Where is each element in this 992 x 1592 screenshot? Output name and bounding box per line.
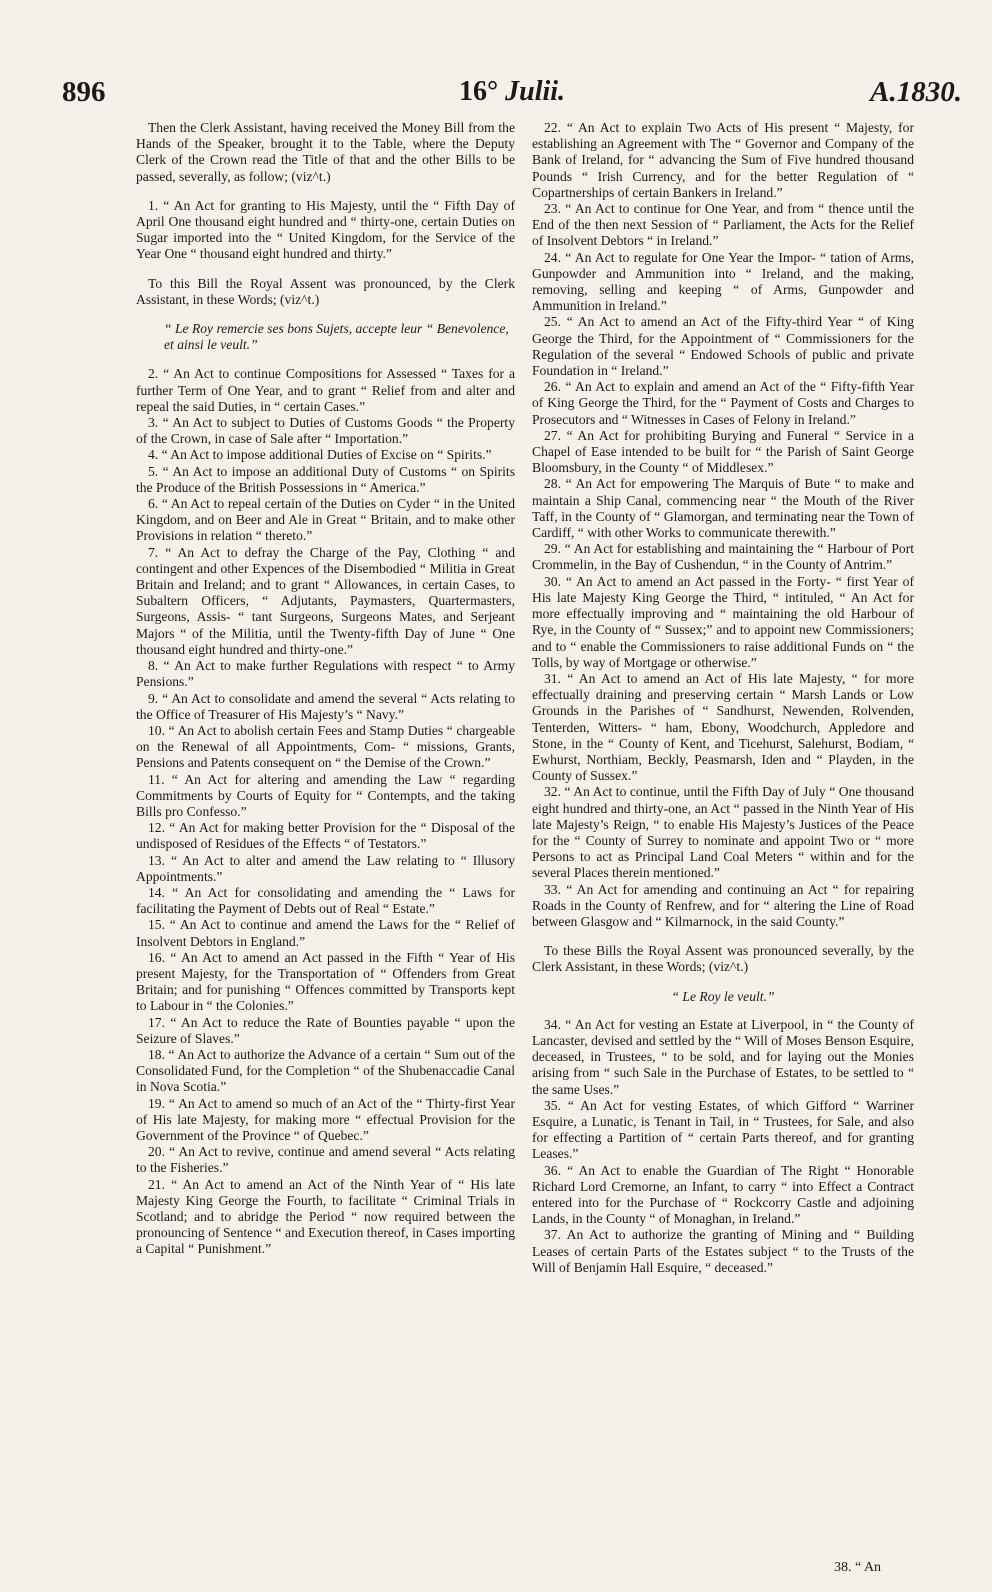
- page-number: 896: [62, 76, 106, 108]
- paragraph: 8. “ An Act to make further Regulations with respect “ to Army Pensions.”: [136, 658, 515, 690]
- paragraph: 24. “ An Act to regulate for One Year the Impor- “ tation of Arms, Gunpowder and Ammunition into “ Ireland, and the making, removing, selling and keeping “ of Arms, Gunpowder and Ammunition in Ireland.”: [532, 249, 914, 314]
- paragraph: 33. “ An Act for amending and continuing an Act “ for repairing Roads in the County of Renfrew, and for “ altering the Line of Road between Glasgow and “ Kilmarnock, in the said County.”: [532, 881, 914, 929]
- left-column: [136, 120, 515, 1258]
- paragraph: 11. “ An Act for altering and amending the Law “ regarding Commitments by Courts of Equity for “ Contempts, and the taking Bills pro Confesso.”: [136, 771, 515, 819]
- paragraph: 9. “ An Act to consolidate and amend the several “ Acts relating to the Office of Treasurer of His Majesty’s “ Navy.”: [136, 690, 515, 722]
- paragraph: 7. “ An Act to defray the Charge of the Pay, Clothing “ and contingent and other Expences of the Disembodied “ Militia in Great Britain and Ireland; and to grant “ Allowances, in certain Cases, to Subaltern Officers, “ Adjutants, Paymasters, Quartermasters, Surgeons, Assis- “ tant Surgeons, Surgeons Mates, and Serjeant Majors “ of the Militia, until the Twenty-fifth Day of June “ One thousand eight hundred and thirty-one.”: [136, 544, 515, 657]
- paragraph: 6. “ An Act to repeal certain of the Duties on Cyder “ in the United Kingdom, and on Beer and Ale in Great “ Britain, and to make other Provisions in relation “ thereto.”: [136, 496, 515, 544]
- paragraph: 3. “ An Act to subject to Duties of Customs Goods “ the Property of the Crown, in case of Sale after “ Importation.”: [136, 415, 515, 447]
- catchword: 38. “ An: [834, 1560, 882, 1575]
- paragraph: 2. “ An Act to continue Compositions for Assessed “ Taxes for a further Term of One Year, and to grant “ Relief from and alter and repeal the said Duties, in “ certain Cases.”: [136, 366, 515, 414]
- paragraph: “ Le Roy le veult.”: [671, 988, 775, 1004]
- paragraph: 19. “ An Act to amend so much of an Act of the “ Thirty-first Year of His late Majesty, for making more “ effectual Provision for the Government of the Province “ of Quebec.”: [136, 1095, 515, 1143]
- paragraph: 28. “ An Act for empowering The Marquis of Bute “ to make and maintain a Ship Canal, commencing near “ the Mouth of the River Taff, in the County of “ Glamorgan, and terminating near the Town of Cardiff, “ with other Works to communicate therewith.”: [532, 476, 914, 541]
- paragraph: To these Bills the Royal Assent was pronounced severally, by the Clerk Assistant, in these Words; (viz^t.): [532, 943, 914, 975]
- paragraph: 18. “ An Act to authorize the Advance of a certain “ Sum out of the Consolidated Fund, for the Completion “ of the Shubenaccadie Canal in Nova Scotia.”: [136, 1046, 515, 1095]
- paragraph: 32. “ An Act to continue, until the Fifth Day of July “ One thousand eight hundred and thirty-one, an Act “ passed in the Ninth Year of His late Majesty’s Reign, “ to enable His Majesty’s Justices of the Peace for the “ County of Surrey to nominate and appoint Two or “ more Persons to act as Principal Land Coal Meters “ within and for the several Places therein mentioned.”: [532, 784, 914, 881]
- paragraph: 5. “ An Act to impose an additional Duty of Customs “ on Spirits the Produce of the British Possessions in “ America.”: [136, 463, 515, 495]
- paragraph: 29. “ An Act for establishing and maintaining the “ Harbour of Port Crommelin, in the Bay of Cushendun, “ in the County of Antrim.”: [532, 541, 914, 573]
- paragraph: 14. “ An Act for consolidating and amending the “ Laws for facilitating the Payment of Debts out of Real “ Estate.”: [136, 884, 515, 917]
- paragraph: 27. “ An Act for prohibiting Burying and Funeral “ Service in a Chapel of Ease intended to be built for “ the Parish of Saint George Bloomsbury, in the County “ of Middlesex.”: [532, 427, 914, 476]
- paragraph: “ Le Roy remercie ses bons Sujets, accepte leur “ Benevolence, et ainsi le veult.”: [164, 321, 509, 353]
- running-header: [62, 76, 962, 116]
- paragraph: 20. “ An Act to revive, continue and amend several “ Acts relating to the Fisheries.”: [136, 1144, 515, 1176]
- paragraph: 16. “ An Act to amend an Act passed in the Fifth “ Year of His present Majesty, for the Transportation of “ Offenders from Great Britain; and for punishing “ Offences committed by Transports kept to Labour in “ the Colonies.”: [136, 949, 515, 1014]
- paragraph: 4. “ An Act to impose additional Duties of Excise on “ Spirits.”: [148, 447, 492, 463]
- paragraph: 12. “ An Act for making better Provision for the “ Disposal of the undisposed of Residues of the Effects “ of Testators.”: [136, 820, 515, 852]
- paragraph: 23. “ An Act to continue for One Year, and from “ thence until the End of the then next Session of “ Parliament, the Acts for the Relief of Insolvent Debtors “ in Ireland.”: [532, 201, 914, 249]
- paragraph: 31. “ An Act to amend an Act of His late Majesty, “ for more effectually draining and preserving certain “ Marsh Lands or Low Grounds in the Parishes of “ Sandhurst, Newenden, Rolvenden, Tenterden, Witters- “ ham, Ebony, Woodchurch, Appledore and Stone, in the “ County of Kent, and Ticehurst, Salehurst, Bodiam, “ Ewhurst, Northiam, Beckly, Peasmarsh, Iden and “ Playden, in the County of Sussex.”: [532, 670, 914, 784]
- paragraph: 25. “ An Act to amend an Act of the Fifty-third Year “ of King George the Third, for the Appointment of “ Commissioners for the Regulation of the several “ Endowed Schools of public and private Foundation in “ Ireland.”: [532, 314, 914, 379]
- right-column: [532, 120, 914, 1276]
- header-date: [62, 76, 962, 108]
- paragraph: 17. “ An Act to reduce the Rate of Bounties payable “ upon the Seizure of Slaves.”: [136, 1014, 515, 1046]
- paragraph: Then the Clerk Assistant, having received the Money Bill from the Hands of the Speaker, brought it to the Table, where the Deputy Clerk of the Crown read the Title of that and the other Bills to be passed, severally, as follow; (viz^t.): [136, 120, 515, 184]
- paragraph: 10. “ An Act to abolish certain Fees and Stamp Duties “ chargeable on the Renewal of all Appointments, Com- “ missions, Grants, Pensions and Patents consequent on “ the Demise of the Crown.”: [136, 722, 515, 771]
- paragraph: 26. “ An Act to explain and amend an Act of the “ Fifty-fifth Year of King George the Third, for the “ Payment of Costs and Charges to Prosecutors and “ Witnesses in Cases of Felony in Ireland.”: [532, 379, 914, 427]
- paragraph: To this Bill the Royal Assent was pronounced, by the Clerk Assistant, in these Words; (viz^t.): [136, 275, 515, 307]
- header-month: Julii.: [505, 76, 566, 107]
- paragraph: 30. “ An Act to amend an Act passed in the Forty- “ first Year of His late Majesty King George the Third, “ intituled, “ An Act for more effectually improving and “ maintaining the old Harbour of Rye, in the County of “ Sussex;” and to appoint new Commissioners; and to “ enable the Commissioners to raise additional Funds on “ the Tolls, by way of Mortgage or otherwise.”: [532, 573, 914, 670]
- paragraph: 34. “ An Act for vesting an Estate at Liverpool, in “ the County of Lancaster, devised and settled by the “ Will of Moses Benson Esquire, deceased, in Trustees, “ to be sold, and for laying out the Monies arising from “ such Sale in the Purchase of Estates, to be settled to “ the same Uses.”: [532, 1016, 914, 1097]
- paragraph: 37. An Act to authorize the granting of Mining and “ Building Leases of certain Parts of the Estates subject “ to the Trusts of the Will of Benjamin Hall Esquire, “ deceased.”: [532, 1227, 914, 1275]
- paragraph: 35. “ An Act for vesting Estates, of which Gifford “ Warriner Esquire, a Lunatic, is Tenant in Tail, in “ Trustees, for Sale, and also for effecting a Partition of “ certain Parts thereof, and for granting Leases.”: [532, 1097, 914, 1162]
- paragraph: 1. “ An Act for granting to His Majesty, until the “ Fifth Day of April One thousand eight hundred and “ thirty-one, certain Duties on Sugar imported into the “ United Kingdom, for the Service of the Year One “ thousand eight hundred and thirty.”: [136, 197, 515, 262]
- paragraph: 15. “ An Act to continue and amend the Laws for the “ Relief of Insolvent Debtors in England.”: [136, 917, 515, 949]
- paragraph: 21. “ An Act to amend an Act of the Ninth Year of “ His late Majesty King George the Fourth, to facilitate “ Criminal Trials in Scotland; and to abridge the Period “ now required between the pronouncing of Sentence “ and Execution thereof, in Cases importing a Capital “ Punishment.”: [136, 1176, 515, 1257]
- paragraph: 22. “ An Act to explain Two Acts of His present “ Majesty, for establishing an Agreement with The “ Governor and Company of the Bank of Ireland, for “ advancing the Sum of Five hundred thousand Pounds “ Irish Currency, and for the better Regulation of “ Copartnerships of certain Bankers in Ireland.”: [532, 120, 914, 200]
- header-year: A.1830.: [870, 76, 962, 108]
- paragraph: 36. “ An Act to enable the Guardian of The Right “ Honorable Richard Lord Cremorne, an Infant, to carry “ into Effect a Contract entered into for the Purchase of “ Rockcorry Castle and adjoining Lands, in the County “ of Monaghan, in Ireland.”: [532, 1162, 914, 1227]
- paragraph: 13. “ An Act to alter and amend the Law relating to “ Illusory Appointments.”: [136, 852, 515, 884]
- header-day: 16°: [458, 76, 499, 107]
